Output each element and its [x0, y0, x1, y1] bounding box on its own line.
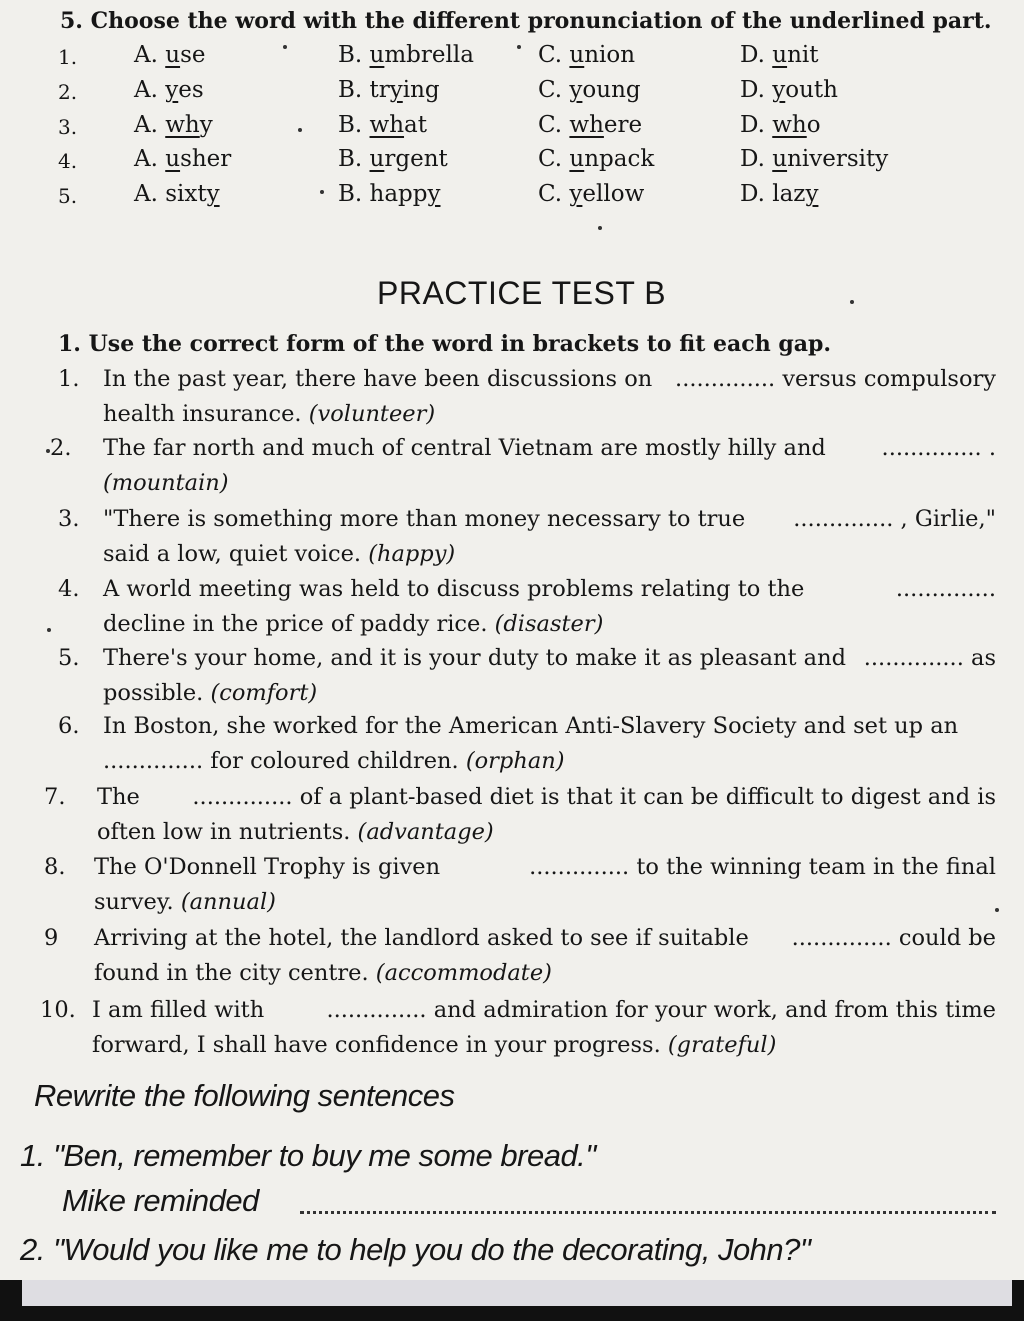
scan-speck	[46, 449, 50, 453]
question-line-1	[103, 506, 996, 532]
underlined-part: wh	[772, 112, 807, 138]
question-line-2	[94, 889, 276, 915]
option-b[interactable]	[338, 42, 474, 68]
word-hint: (orphan)	[465, 748, 565, 774]
underlined-part: wh	[165, 112, 200, 138]
option-text: nit	[787, 42, 819, 68]
option-a[interactable]	[134, 146, 231, 172]
rewrite-answer-line[interactable]	[300, 1211, 996, 1214]
option-text: C.	[538, 146, 570, 172]
question-text: forward, I shall have confidence in your progress.	[92, 1032, 661, 1058]
option-text: rgent	[384, 146, 448, 172]
rewrite-item-1	[20, 1138, 596, 1174]
question-line-2	[97, 819, 494, 845]
option-text: sher	[180, 146, 232, 172]
option-text: D.	[740, 112, 773, 138]
question-text: said a low, quiet voice.	[103, 541, 362, 567]
question-number: 7.	[44, 784, 66, 810]
question-line-2	[103, 680, 317, 706]
underlined-part: wh	[569, 112, 604, 138]
question-text: There's your home, and it is your duty to make it as pleasant and	[103, 645, 846, 671]
question-text: I am filled with	[92, 997, 265, 1023]
underlined-part: y	[389, 77, 403, 103]
option-text: D.	[740, 77, 773, 103]
question-line-1	[103, 435, 996, 461]
word-hint: (advantage)	[357, 819, 494, 845]
option-text: C.	[538, 77, 570, 103]
answer-blank[interactable]: ..............	[675, 366, 776, 392]
option-c[interactable]	[538, 146, 654, 172]
scan-speck	[320, 190, 324, 194]
question-line-2	[92, 1032, 776, 1058]
question-text: The O'Donnell Trophy is given	[94, 854, 441, 880]
question-text: could be	[898, 925, 996, 951]
option-text: C.	[538, 42, 570, 68]
underlined-part: y	[772, 77, 786, 103]
question-text: and admiration for your work, and from this time	[433, 997, 996, 1023]
scan-speck	[298, 128, 302, 132]
word-hint: (disaster)	[494, 611, 604, 637]
question-text: "There is something more than money necessary to true	[103, 506, 746, 532]
underlined-part: u	[772, 146, 788, 172]
word-hint: (annual)	[180, 889, 276, 915]
bottom-bar	[22, 1280, 1012, 1306]
blank-and-tail	[792, 925, 996, 951]
option-text: ing	[402, 77, 440, 103]
question-line-1	[103, 645, 996, 671]
question-line-2	[103, 470, 229, 496]
rewrite-answer-prefix: Mike reminded	[62, 1183, 259, 1218]
word-hint: (comfort)	[210, 680, 318, 706]
underlined-part: u	[165, 42, 181, 68]
question-number: 9	[44, 925, 59, 951]
question-line-2	[103, 401, 435, 427]
scan-speck	[47, 628, 51, 632]
option-text: A.	[134, 146, 166, 172]
question-number: 4.	[58, 149, 78, 173]
word-hint: (happy)	[368, 541, 456, 567]
option-c[interactable]	[538, 77, 641, 103]
option-text: niversity	[787, 146, 889, 172]
option-text: es	[178, 77, 204, 103]
answer-blank[interactable]: ..............	[192, 784, 293, 810]
option-b[interactable]	[338, 181, 441, 207]
option-text: npack	[584, 146, 655, 172]
question-text: possible.	[103, 680, 204, 706]
rewrite-heading: Rewrite the following sentences	[34, 1078, 455, 1113]
word-hint: (volunteer)	[308, 401, 436, 427]
question-text: decline in the price of paddy rice.	[103, 611, 488, 637]
option-text: A.	[134, 112, 166, 138]
question-text: versus compulsory	[782, 366, 996, 392]
question-number: 2.	[58, 80, 78, 104]
question-text: Arriving at the hotel, the landlord asked to see if suitable	[94, 925, 749, 951]
question-text: to the winning team in the final	[636, 854, 996, 880]
blank-and-tail	[864, 645, 996, 671]
question-line-2	[103, 541, 455, 567]
option-a[interactable]	[134, 181, 220, 207]
word-hint: (accommodate)	[375, 960, 552, 986]
underlined-part: u	[165, 146, 181, 172]
option-b[interactable]	[338, 77, 440, 103]
question-text: The	[97, 784, 140, 810]
rewrite-item-num: 1.	[20, 1138, 45, 1173]
option-text: outh	[785, 77, 838, 103]
option-c[interactable]	[538, 181, 644, 207]
option-text: D. laz	[740, 181, 806, 207]
question-line-1	[103, 366, 996, 392]
question-line-1	[94, 925, 996, 951]
question-number: 8.	[44, 854, 66, 880]
option-text: o	[806, 112, 821, 138]
word-form-heading: 1. Use the correct form of the word in brackets to fit each gap.	[58, 331, 832, 357]
option-text: nion	[584, 42, 636, 68]
option-c[interactable]	[538, 112, 642, 138]
answer-blank[interactable]: ..............	[103, 748, 204, 774]
option-text: ere	[603, 112, 643, 138]
underlined-part: y	[805, 181, 819, 207]
underlined-part: u	[569, 42, 585, 68]
answer-blank[interactable]: ..............	[793, 506, 894, 532]
option-text: D.	[740, 146, 773, 172]
rewrite-item-text: "Ben, remember to buy me some bread."	[52, 1138, 596, 1173]
question-line-2	[103, 611, 603, 637]
question-text: survey.	[94, 889, 174, 915]
underlined-part: y	[427, 181, 441, 207]
option-c[interactable]	[538, 42, 635, 68]
question-text: of a plant-based diet is that it can be difficult to digest and is	[299, 784, 996, 810]
scan-speck	[517, 45, 521, 49]
question-number: 2.	[50, 435, 72, 461]
option-text: B.	[338, 146, 370, 172]
option-text: C.	[538, 181, 570, 207]
option-text: B. happ	[338, 181, 428, 207]
question-text: often low in nutrients.	[97, 819, 351, 845]
question-number: 5.	[58, 184, 78, 208]
question-text: A world meeting was held to discuss problems relating to the	[103, 576, 805, 602]
word-hint: (mountain)	[103, 470, 229, 496]
blank-and-tail	[675, 366, 996, 392]
practice-test-title: PRACTICE TEST B	[377, 275, 667, 311]
question-number: 6.	[58, 713, 80, 739]
question-line-1	[94, 854, 996, 880]
option-text: B.	[338, 42, 370, 68]
question-line-2	[94, 960, 552, 986]
option-text: ellow	[582, 181, 645, 207]
underlined-part: y	[569, 181, 583, 207]
question-number: 3.	[58, 115, 78, 139]
underlined-part: u	[369, 42, 385, 68]
question-number: 10.	[40, 997, 76, 1023]
blank-and-tail	[793, 506, 996, 532]
underlined-part: u	[369, 146, 385, 172]
answer-blank[interactable]: ..............	[326, 997, 427, 1023]
section5-heading: 5. Choose the word with the different pronunciation of the underlined part.	[60, 8, 992, 34]
scan-speck	[598, 226, 602, 230]
answer-blank[interactable]: ..............	[791, 925, 892, 951]
blank-and-tail	[326, 997, 996, 1023]
option-text: A.	[134, 77, 166, 103]
option-text: D.	[740, 42, 773, 68]
answer-blank[interactable]: ..............	[529, 854, 630, 880]
option-text: at	[404, 112, 427, 138]
option-text: A.	[134, 42, 166, 68]
rewrite-item-text: "Would you like me to help you do the decorating, John?"	[52, 1232, 811, 1267]
answer-blank[interactable]: ..............	[895, 576, 996, 602]
answer-blank[interactable]: ..............	[881, 435, 982, 461]
option-text: mbrella	[384, 42, 474, 68]
question-text: , Girlie,"	[900, 506, 996, 532]
option-b[interactable]	[338, 146, 448, 172]
question-line-1	[97, 784, 996, 810]
option-a[interactable]	[134, 112, 213, 138]
rewrite-item-2	[20, 1232, 810, 1268]
option-b[interactable]	[338, 112, 427, 138]
question-line-1	[92, 997, 996, 1023]
option-d[interactable]	[740, 181, 818, 207]
question-text: In Boston, she worked for the American Anti-Slavery Society and set up an	[103, 713, 959, 739]
scan-speck	[995, 908, 999, 912]
blank-and-tail	[529, 854, 996, 880]
question-text: .	[988, 435, 996, 461]
question-number: 4.	[58, 576, 80, 602]
question-text: as	[971, 645, 996, 671]
scan-speck	[850, 300, 854, 304]
option-a[interactable]	[134, 42, 205, 68]
rewrite-item-num: 2.	[20, 1232, 45, 1267]
option-text: C.	[538, 112, 570, 138]
question-line-1	[103, 576, 996, 602]
option-text: A. sixt	[134, 181, 207, 207]
underlined-part: u	[772, 42, 788, 68]
option-text: y	[199, 112, 213, 138]
question-text: health insurance.	[103, 401, 302, 427]
underlined-part: wh	[369, 112, 405, 138]
option-text: B.	[338, 112, 370, 138]
answer-blank[interactable]: ..............	[863, 645, 964, 671]
question-line-1	[103, 713, 996, 739]
option-text: oung	[582, 77, 641, 103]
question-line-2	[103, 748, 565, 774]
question-number: 5.	[58, 645, 80, 671]
scan-speck	[283, 45, 287, 49]
blank-and-tail	[882, 435, 996, 461]
question-number: 1.	[58, 366, 80, 392]
option-text: se	[180, 42, 206, 68]
underlined-part: y	[165, 77, 179, 103]
option-d[interactable]	[740, 42, 819, 68]
question-text: found in the city centre.	[94, 960, 369, 986]
option-text: B. tr	[338, 77, 390, 103]
word-hint: (grateful)	[667, 1032, 777, 1058]
underlined-part: y	[569, 77, 583, 103]
question-text: The far north and much of central Vietnam are mostly hilly and	[103, 435, 826, 461]
option-d[interactable]	[740, 77, 838, 103]
question-text: In the past year, there have been discussions on	[103, 366, 653, 392]
option-d[interactable]	[740, 146, 888, 172]
question-number: 3.	[58, 506, 80, 532]
underlined-part: y	[206, 181, 220, 207]
option-a[interactable]	[134, 77, 204, 103]
blank-and-tail	[192, 784, 996, 810]
option-d[interactable]	[740, 112, 821, 138]
question-number: 1.	[58, 45, 78, 69]
question-text: for coloured children.	[210, 748, 459, 774]
underlined-part: u	[569, 146, 585, 172]
